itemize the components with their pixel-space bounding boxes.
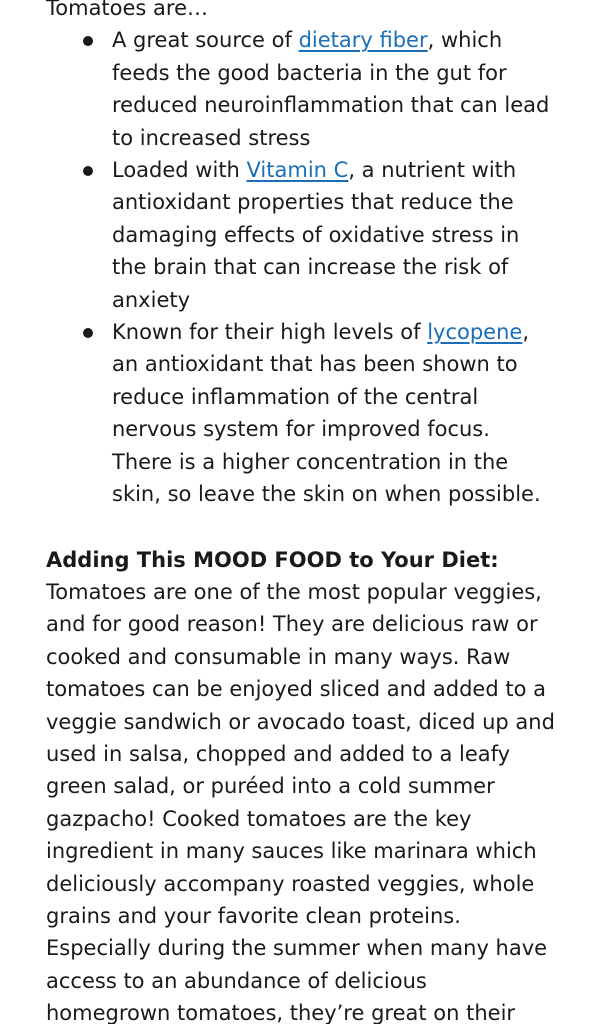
section-heading: Adding This MOOD FOOD to Your Diet: bbox=[46, 547, 499, 572]
bullet-icon bbox=[83, 328, 93, 338]
bullet-icon bbox=[83, 36, 93, 46]
list-item-text-after: , a nutrient with antioxidant properties that reduce the damaging effects of oxidative stress in the brain that can increase the risk of anxiety bbox=[112, 158, 520, 312]
benefits-list bbox=[46, 24, 556, 510]
paragraph-spacer bbox=[46, 511, 556, 544]
list-item-text-before: Known for their high levels of bbox=[112, 320, 428, 345]
section-body-text: Tomatoes are one of the most popular veggies, and for good reason! They are delicious raw or cooked and consumable in many ways. Raw tomatoes can be enjoyed sliced and added to a veggie sandwich or avocado toast, diced up and used in salsa, chopped and added to a leafy green salad, or puréed into a cold summer gazpacho! Cooked tomatoes are the key ingredient in many sauces like marinara which deliciously accompany roasted veggies, whole grains and your favorite clean proteins. Especially during the summer when many have access to an abundance of delicious homegrown tomatoes, they’re great on their bbox=[46, 579, 555, 1024]
list-item-text-before: A great source of bbox=[112, 28, 299, 53]
dietary-fiber-link[interactable]: dietary fiber bbox=[298, 28, 428, 53]
vitamin-c-link[interactable]: Vitamin C bbox=[246, 158, 349, 183]
list-item bbox=[112, 24, 556, 154]
list-item-text-before: Loaded with bbox=[112, 158, 247, 183]
lycopene-link[interactable]: lycopene bbox=[427, 320, 523, 345]
bullet-icon bbox=[83, 166, 93, 176]
intro-text: Tomatoes are… bbox=[46, 0, 209, 20]
list-item bbox=[112, 316, 556, 510]
article-content bbox=[46, 0, 556, 1024]
list-item-text-after: , which feeds the good bacteria in the gut for reduced neuroinflammation that can lead to increased stress bbox=[112, 28, 550, 150]
list-item-text-after: , an antioxidant that has been shown to reduce inflammation of the central nervous system for improved focus. There is a higher concentration in the skin, so leave the skin on when possible. bbox=[112, 320, 541, 507]
list-item bbox=[112, 154, 556, 316]
